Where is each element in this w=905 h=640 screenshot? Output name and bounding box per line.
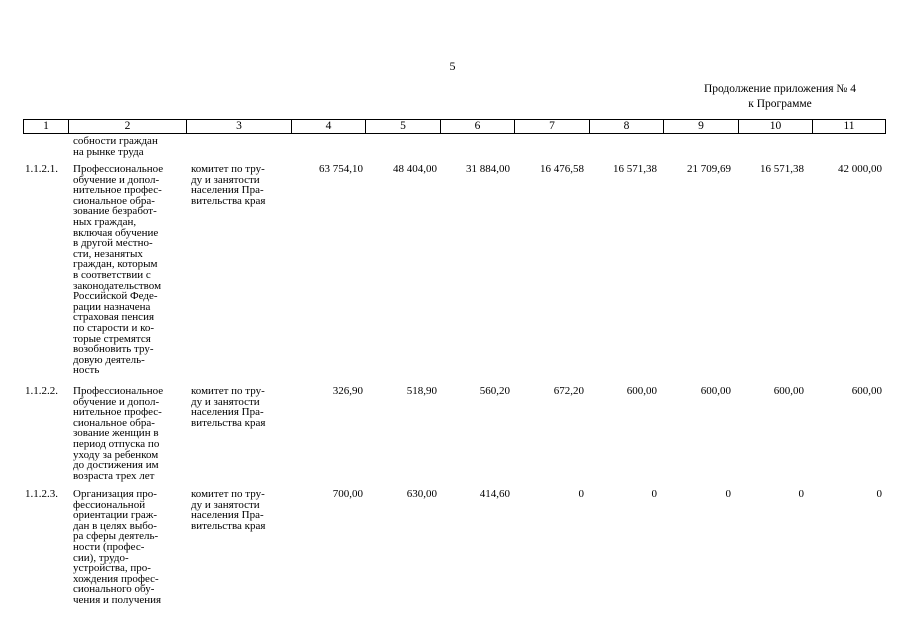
name-line: возобновить тру-: [73, 343, 154, 356]
page-number: 5: [449, 59, 456, 73]
header-col-1: 1: [24, 120, 69, 134]
header-col-3: 3: [187, 120, 292, 134]
row-name: [73, 386, 163, 481]
value-col-9: 0: [725, 488, 731, 500]
value-col-6: 560,20: [479, 385, 510, 397]
appendix-note-line2: к Программе: [748, 98, 812, 110]
value-col-8: 0: [651, 488, 657, 500]
executor-line: вительства края: [191, 194, 266, 207]
executor-line: населения Пра-: [191, 184, 264, 197]
appendix-note-line1: Продолжение приложения № 4: [703, 83, 857, 95]
name-line: до достижения им: [73, 459, 159, 472]
name-line: законодательством: [73, 279, 162, 292]
name-line: рации назначена: [73, 300, 151, 313]
name-line: обучение и допол-: [73, 173, 160, 186]
name-line: хождения профес-: [73, 572, 159, 585]
value-col-6: 31 884,00: [466, 163, 510, 175]
name-line: ных граждан,: [73, 215, 137, 228]
name-line: период отпуска по: [73, 437, 160, 450]
appendix-note: [680, 82, 880, 112]
value-col-7: 672,20: [553, 385, 584, 397]
name-line: страховая пенсия: [73, 311, 155, 324]
name-line: нительное профес-: [73, 406, 162, 419]
name-line: Профессиональное: [73, 385, 164, 397]
executor-line: комитет по тру-: [191, 488, 265, 500]
executor-line: населения Пра-: [191, 509, 264, 522]
value-col-11: 42 000,00: [838, 163, 882, 175]
row-executor: [191, 164, 265, 206]
name-line: сионального обу-: [73, 583, 155, 596]
value-col-4: 326,90: [332, 385, 363, 397]
executor-line: населения Пра-: [191, 406, 264, 419]
executor-line: ду и занятости: [191, 395, 260, 408]
name-line: Профессиональное: [73, 163, 164, 175]
value-col-5: 48 404,00: [393, 163, 437, 175]
column-number-header: [23, 119, 886, 134]
header-col-7: 7: [515, 120, 590, 134]
header-col-6: 6: [441, 120, 515, 134]
value-col-9: 21 709,69: [687, 163, 731, 175]
name-line: чения и получения: [73, 593, 162, 606]
name-line: граждан, которым: [73, 258, 158, 271]
name-line: сиональное обра-: [73, 416, 155, 429]
value-col-7: 16 476,58: [540, 163, 584, 175]
header-col-9: 9: [664, 120, 739, 134]
row-code: 1.1.2.3.: [25, 488, 58, 500]
name-line: довую деятель-: [73, 353, 145, 366]
name-line: обучение и допол-: [73, 395, 160, 408]
name-line: нительное профес-: [73, 184, 162, 197]
name-line: сти, незанятых: [73, 247, 143, 260]
name-line: в другой местно-: [73, 237, 153, 250]
executor-line: вительства края: [191, 416, 266, 429]
executor-line: ду и занятости: [191, 498, 260, 511]
header-col-4: 4: [292, 120, 366, 134]
executor-line: комитет по тру-: [191, 163, 265, 175]
header-col-10: 10: [739, 120, 813, 134]
row-executor: [191, 386, 265, 428]
value-col-4: 63 754,10: [319, 163, 363, 175]
name-line: дан в целях выбо-: [73, 519, 157, 532]
name-line: устройства, про-: [73, 562, 151, 575]
name-line: уходу за ребенком: [73, 448, 159, 461]
row-code: 1.1.2.2.: [25, 385, 58, 397]
name-line: ориентации граж-: [73, 509, 158, 522]
row-name: [73, 164, 163, 376]
header-col-11: 11: [813, 120, 886, 134]
value-col-10: 0: [798, 488, 804, 500]
value-col-5: 518,90: [406, 385, 437, 397]
name-line: Организация про-: [73, 488, 157, 500]
executor-line: комитет по тру-: [191, 385, 265, 397]
value-col-5: 630,00: [406, 488, 437, 500]
name-line: торые стремятся: [73, 332, 151, 345]
value-col-11: 0: [876, 488, 882, 500]
name-line: фессиональной: [73, 498, 146, 511]
value-col-9: 600,00: [700, 385, 731, 397]
name-line: сии), трудо-: [73, 551, 129, 564]
name-line: зование безработ-: [73, 205, 157, 218]
value-col-7: 0: [578, 488, 584, 500]
value-col-8: 600,00: [626, 385, 657, 397]
executor-line: ду и занятости: [191, 173, 260, 186]
value-col-4: 700,00: [332, 488, 363, 500]
name-line: зование женщин в: [73, 427, 159, 440]
value-col-10: 16 571,38: [760, 163, 804, 175]
carryover-line: собности граждан: [73, 135, 158, 147]
name-line: включая обучение: [73, 226, 159, 239]
header-col-8: 8: [590, 120, 664, 134]
value-col-10: 600,00: [773, 385, 804, 397]
executor-line: вительства края: [191, 519, 266, 532]
carryover-line: на рынке труда: [73, 145, 144, 158]
name-line: Российской Феде-: [73, 290, 158, 303]
name-line: ра сферы деятель-: [73, 530, 159, 543]
name-line: ности (профес-: [73, 540, 145, 553]
name-line: ность: [73, 364, 100, 377]
row-name: [73, 489, 161, 606]
value-col-11: 600,00: [851, 385, 882, 397]
name-line: по старости и ко-: [73, 321, 155, 334]
value-col-8: 16 571,38: [613, 163, 657, 175]
header-col-5: 5: [366, 120, 441, 134]
carryover-text: [73, 136, 158, 157]
value-col-6: 414,60: [479, 488, 510, 500]
row-code: 1.1.2.1.: [25, 163, 58, 175]
name-line: возраста трех лет: [73, 469, 155, 482]
name-line: в соответствии с: [73, 268, 151, 281]
header-col-2: 2: [69, 120, 187, 134]
name-line: сиональное обра-: [73, 194, 155, 207]
row-executor: [191, 489, 265, 531]
